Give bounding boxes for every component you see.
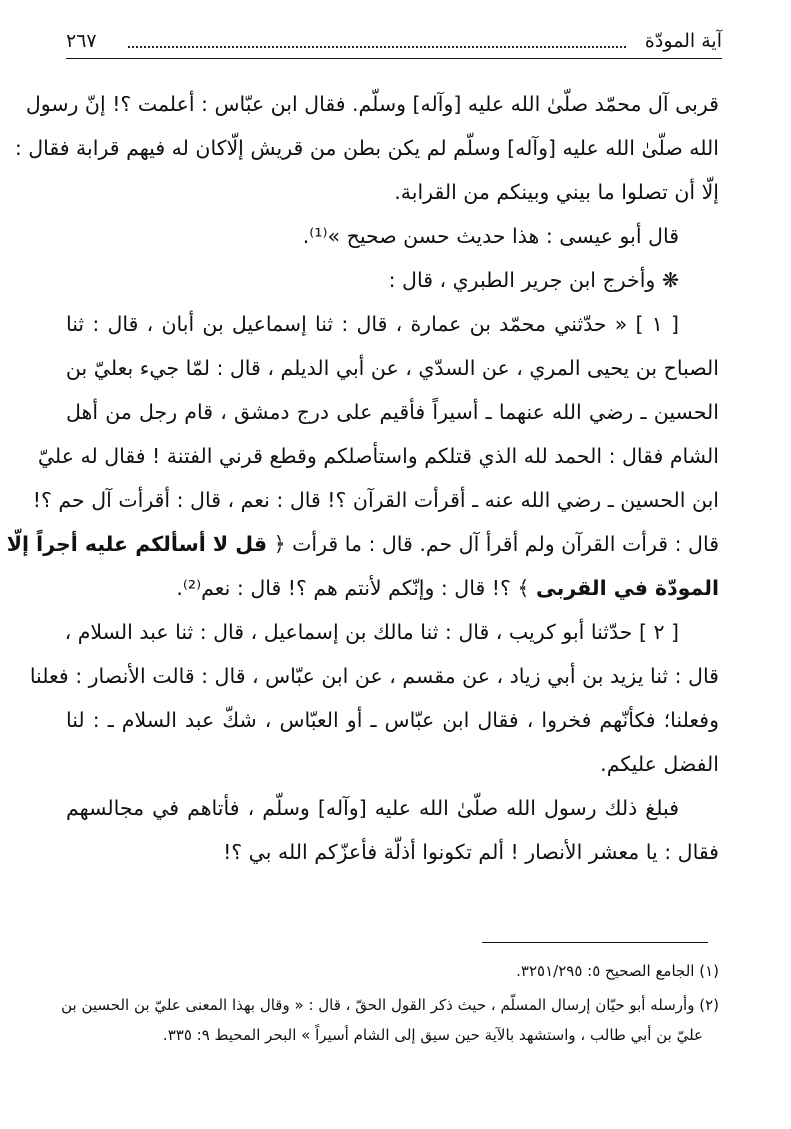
body-line-18: فقال : يا معشر الأنصار ! ألم تكونوا أذلّة فأعزّكم الله بي ؟! (223, 840, 719, 864)
body-line-8: الحسين ـ رضي الله عنهما ـ أسيراً فأقيم على درج دمشق ، قام رجل من أهل (66, 400, 719, 424)
body-line-10: ابن الحسين ـ رضي الله عنه ـ أقرأت القرآن ؟! قال : نعم ، قال : أقرأت آل حم ؟! (32, 488, 719, 512)
page-number: ٢٦٧ (66, 30, 97, 52)
body-line-16: الفضل عليكم. (600, 752, 719, 776)
body-line-11-text: قال : قرأت القرآن ولم أقرأ آل حم. قال : ما قرأت ﴿ (273, 532, 719, 556)
body-line-3: إلّا أن تصلوا ما بيني وبينكم من القرابة. (394, 180, 719, 204)
body-line-11 (6, 522, 719, 566)
running-header (66, 26, 722, 59)
footnote-separator (482, 942, 708, 943)
body-line-2: الله صلّىٰ الله عليه [وآله] وسلّم لم يكن بطن من قريش إلّاكان له فيهم قرابة فقال : (14, 136, 719, 160)
body-line-7: الصباح بن يحيى المري ، عن السدّي ، عن أبي الديلم ، قال : لمّا جيء بعليّ بن (65, 356, 719, 380)
quran-quote-2: المودّة في القربى (535, 576, 719, 600)
footnote-1: (١) الجامع الصحيح ٥: ٣٢٥١/٢٩٥. (516, 962, 719, 980)
body-line-9: الشام فقال : الحمد لله الذي قتلكم واستأصلكم وقطع قرني الفتنة ! فقال له عليّ (37, 444, 719, 468)
body-line-4: قال أبو عيسى : هذا حديث حسن صحيح »⁽¹⁾. (302, 224, 679, 248)
body-line-1: قربى آل محمّد صلّىٰ الله عليه [وآله] وسلّم. فقال ابن عبّاس : أعلمت ؟! إنّ رسول (25, 92, 719, 116)
body-line-17: فبلغ ذلك رسول الله صلّىٰ الله عليه [وآله] وسلّم ، فأتاهم في مجالسهم (66, 796, 679, 820)
body-line-13: [ ٢ ] حدّثنا أبو كريب ، قال : ثنا مالك بن إسماعيل ، قال : ثنا عبد السلام ، (64, 620, 679, 644)
body-line-5: ❋ وأخرج ابن جرير الطبري ، قال : (388, 268, 679, 292)
body-line-15: وفعلنا؛ فكأنّهم فخروا ، فقال ابن عبّاس ـ أو العبّاس ، شكّ عبد السلام ـ : لنا (66, 708, 719, 732)
quran-quote-1: قل لا أسألكم عليه أجراً إلّا (6, 532, 268, 556)
body-line-12 (176, 566, 719, 610)
header-dot-leader (128, 46, 626, 48)
header-title: آية المودّة (644, 30, 722, 52)
body-line-12-text: ﴾ ؟! قال : وإنّكم لأنتم هم ؟! قال : نعم⁽²⁾. (176, 576, 530, 600)
body-line-6: [ ١ ] « حدّثني محمّد بن عمارة ، قال : ثنا إسماعيل بن أبان ، قال : ثنا (66, 312, 680, 336)
footnote-2-cont: عليّ بن أبي طالب ، واستشهد بالآية حين سيق إلى الشام أسيراً » البحر المحيط ٩: ٣٣٥. (162, 1026, 703, 1044)
body-line-14: قال : ثنا يزيد بن أبي زياد ، عن مقسم ، عن ابن عبّاس ، قال : قالت الأنصار : فعلنا (29, 664, 719, 688)
footnote-2: (٢) وأرسله أبو حيّان إرسال المسلّم ، حيث ذكر القول الحقّ ، قال : « وقال بهذا المعنى عليّ بن الحسين بن (61, 996, 719, 1014)
